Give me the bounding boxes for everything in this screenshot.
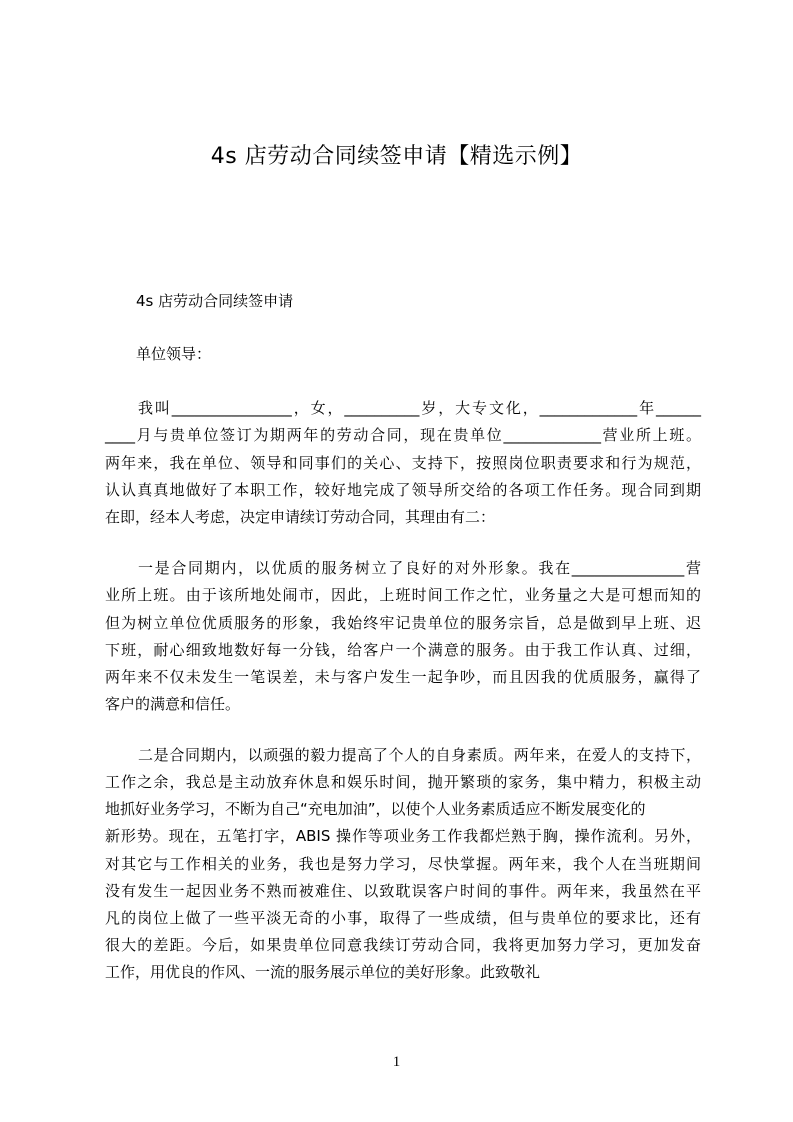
paragraph-2-line-1: 一是合同期内，以优质的服务树立了良好的对外形象。我在_______________营 <box>138 559 701 577</box>
paragraph-1-line-4: 认认真真地做好了本职工作，较好地完成了领导所交给的各项工作任务。现合同到期 <box>105 481 701 499</box>
paragraph-2-line-2: 业所上班。由于该所地处闹市，因此，上班时间工作之忙，业务量之大是可想而知的 <box>105 586 701 604</box>
paragraph-1-line-2: ____月与贵单位签订为期两年的劳动合同，现在贵单位_____________营业所上班。 <box>105 426 701 444</box>
paragraph-1-line-5: 在即，经本人考虑，决定申请续订劳动合同，其理由有二： <box>105 508 496 526</box>
paragraph-2-line-4: 下班，耐心细致地数好每一分钱，给客户一个满意的服务。由于我工作认真、过细， <box>105 641 701 659</box>
paragraph-3-line-3: 地抓好业务学习，不断为自己“充电加油”，以使个人业务素质适应不断发展变化的 <box>105 800 646 818</box>
paragraph-1-line-3: 两年来，我在单位、领导和同事们的关心、支持下，按照岗位职责要求和行为规范， <box>105 454 701 472</box>
paragraph-2-line-3: 但为树立单位优质服务的形象，我始终牢记贵单位的服务宗旨，总是做到早上班、迟 <box>105 614 701 632</box>
paragraph-3-line-6: 没有发生一起因业务不熟而被难住、以致耽误客户时间的事件。两年来，我虽然在平 <box>105 882 701 900</box>
paragraph-3-line-4: 新形势。现在，五笔打字，ABIS 操作等项业务工作我都烂熟于胸，操作流利。另外， <box>105 827 701 845</box>
salutation: 单位领导： <box>136 345 212 363</box>
paragraph-2-line-5: 两年来不仅未发生一笔误差，未与客户发生一起争吵，而且因我的优质服务，赢得了 <box>105 668 701 686</box>
document-title: 4s 店劳动合同续签申请【精选示例】 <box>210 144 583 169</box>
paragraph-3-line-2: 工作之余，我总是主动放弃休息和娱乐时间，抛开繁琐的家务，集中精力，积极主动 <box>105 773 701 791</box>
paragraph-2-line-6: 客户的满意和信任。 <box>105 695 241 713</box>
paragraph-3-line-1: 二是合同期内，以顽强的毅力提高了个人的自身素质。两年来，在爱人的支持下， <box>138 746 701 764</box>
paragraph-3-line-8: 很大的差距。今后，如果贵单位同意我续订劳动合同，我将更加努力学习，更加发奋 <box>105 936 701 954</box>
paragraph-3-line-9: 工作，用优良的作风、一流的服务展示单位的美好形象。此致敬礼 <box>105 963 541 981</box>
paragraph-1-line-1: 我叫________________，女，__________岁，大专文化，_____________年______ <box>138 399 701 417</box>
paragraph-3-line-5: 对其它与工作相关的业务，我也是努力学习，尽快掌握。两年来，我个人在当班期间 <box>105 855 701 873</box>
letter-heading: 4s 店劳动合同续签申请 <box>136 292 294 310</box>
page-number: 1 <box>392 1054 401 1070</box>
paragraph-3-line-7: 凡的岗位上做了一些平淡无奇的小事，取得了一些成绩，但与贵单位的要求比，还有 <box>105 909 701 927</box>
